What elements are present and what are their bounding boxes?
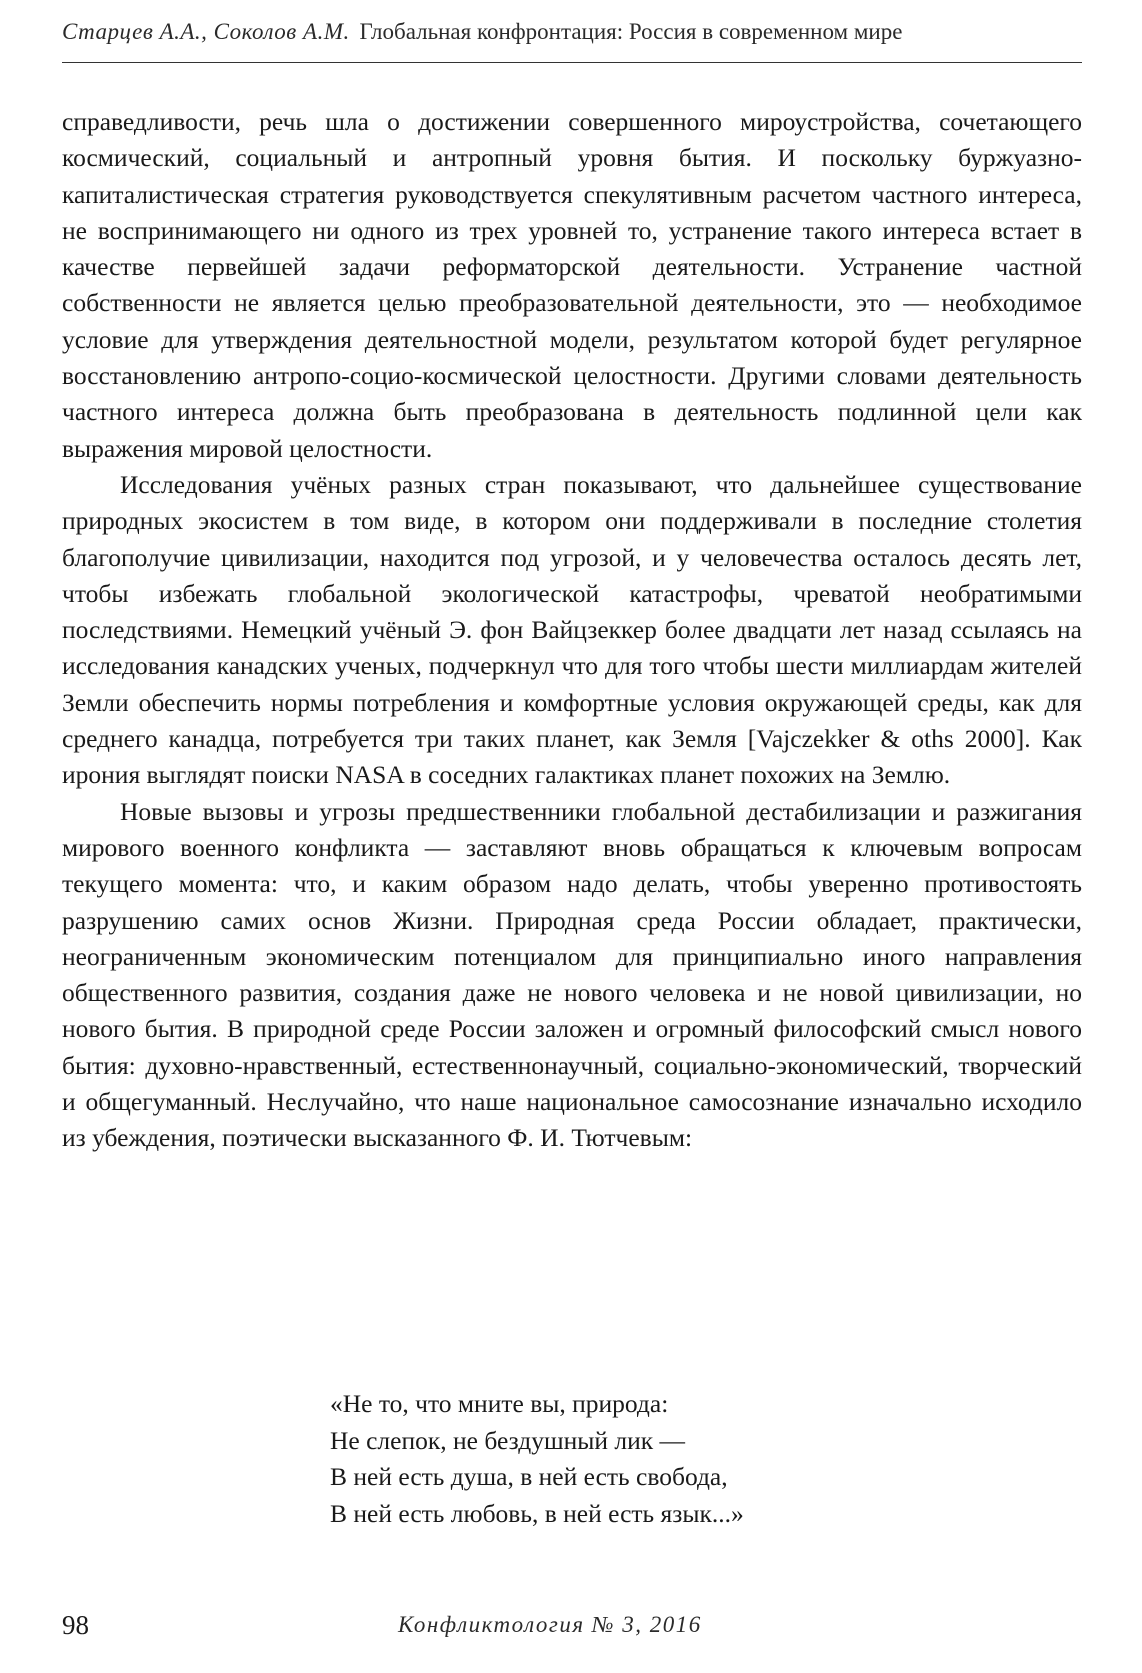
header-title: Глобальная конфронтация: Россия в современном мире (359, 19, 903, 44)
page-number: 98 (62, 1610, 89, 1640)
verse-line: Не слепок, не бездушный лик — (330, 1425, 686, 1455)
header-authors: Старцев А.А., Соколов А.М. (62, 19, 350, 44)
journal-footer: Конфликтология № 3, 2016 (398, 1612, 702, 1637)
verse-quote (330, 1386, 1030, 1532)
verse-line: «Не то, что мните вы, природа: (330, 1389, 669, 1418)
running-header (62, 14, 1082, 50)
verse-line: В ней есть душа, в ней есть свобода, (330, 1462, 728, 1491)
header-rule (62, 62, 1082, 63)
paragraph: Исследования учёных разных стран показывают, что дальнейшее существование природных экосистем в том виде, в котором они поддерживали в последние столетия благополучие цивилизации, находится под угрозой, и у человечества осталось десять лет, чтобы избежать глобальной экологической катастрофы, чреватой необратимыми последствиями. Немецкий учёный Э. фон Вайцзеккер более двадцати лет назад ссылаясь на исследования канадских ученых, подчеркнул что для того чтобы шести миллиардам жителей Земли обеспечить нормы потребления и комфортные условия окружающей среды, как для среднего канадца, потребуется три таких планет, как Земля [Vajczekker & oths 2000]. Как ирония выглядят поиски NASA в соседних галактиках планет похожих на Землю. (62, 469, 1082, 790)
verse-line: В ней есть любовь, в ней есть язык...» (330, 1498, 744, 1528)
paragraph: Новые вызовы и угрозы предшественники глобальной дестабилизации и разжигания мирового военного конфликта — заставляют вновь обращаться к ключевым вопросам текущего момента: что, и каким образом надо делать, чтобы уверенно противостоять разрушению самих основ Жизни. Природная среда России обладает, практически, неограниченным экономическим потенциалом для принципиально иного направления общественного развития, создания даже не нового человека и не новой цивилизации, но нового бытия. В природной среде России заложен и огромный философский смысл нового бытия: духовно-нравственный, естественнонаучный, социально-экономический, творческий и общегуманный. Неслучайно, что наше национальное самосознание изначально исходило из убеждения, поэтически высказанного Ф. И. Тютчевым: (62, 796, 1082, 1153)
paragraph-continued: справедливости, речь шла о достижении совершенного мироустройства, сочетающего космический, социальный и антропный уровня бытия. И поскольку буржуазно-капиталистическая стратегия руководствуется спекулятивным расчетом частного интереса, не воспринимающего ни одного из трех уровней то, устранение такого интереса встает в качестве первейшей задачи реформаторской деятельности. Устранение частной собственности не является целью преобразовательной деятельности, это — необходимое условие для утверждения деятельностной модели, результатом которой будет регулярное восстановлению антропо-социо-космической целостности. Другими словами деятельность частного интереса должна быть преобразована в деятельность подлинной цели как выражения мировой целостности. (62, 107, 1082, 463)
article-body (62, 104, 1082, 1157)
